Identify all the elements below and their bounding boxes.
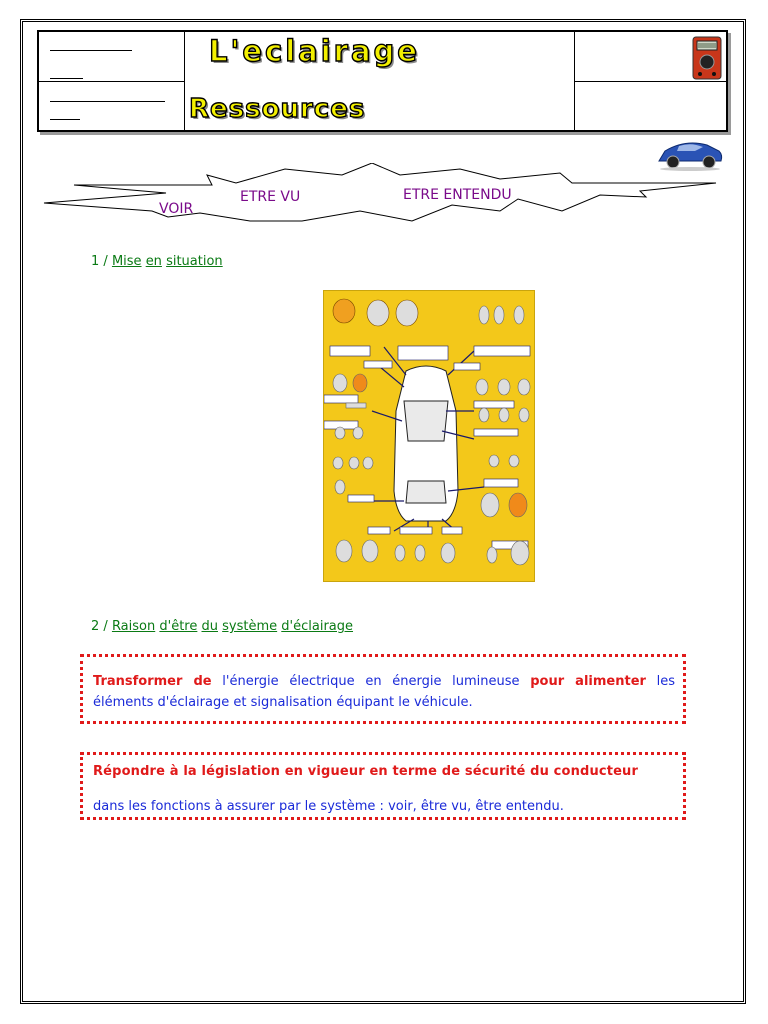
banner-word-etre-entendu: ETRE ENTENDU: [403, 187, 512, 203]
car-cell: [575, 82, 726, 130]
title-cell: [185, 32, 575, 130]
box1-emphasis-1: Transformer de: [93, 674, 212, 689]
definition-box-2: [80, 752, 686, 820]
name-cell: [39, 32, 185, 82]
box2-emphasis: Répondre à la législation en vigueur en terme de sécurité du conducteur: [93, 764, 639, 779]
banner-star-shape: [40, 163, 722, 243]
box2-text: dans les fonctions à assurer par le système : voir, être vu, être entendu.: [93, 799, 564, 814]
multimeter-icon: [692, 36, 722, 80]
header-table: [37, 30, 728, 132]
page-title: L'eclairage: [209, 34, 420, 68]
box1-emphasis-2: pour alimenter: [530, 674, 646, 689]
banner-word-voir: VOIR: [159, 201, 194, 217]
banner-word-etre-vu: ETRE VU: [240, 189, 301, 205]
definition-box-1: Transformer de l'énergie électrique en énergie lumineuse pour alimenter les éléments d'éclairage et signalisation équipant le véhicule.: [80, 654, 686, 724]
section-1-heading: 1 / Mise en situation: [91, 254, 223, 269]
section-2-heading: 2 / Raison d'être du système d'éclairage: [91, 619, 354, 634]
meter-cell: [575, 32, 726, 82]
bulbs-illustration: [323, 290, 535, 582]
date-cell: [39, 82, 185, 130]
page-subtitle: Ressources: [189, 94, 366, 124]
